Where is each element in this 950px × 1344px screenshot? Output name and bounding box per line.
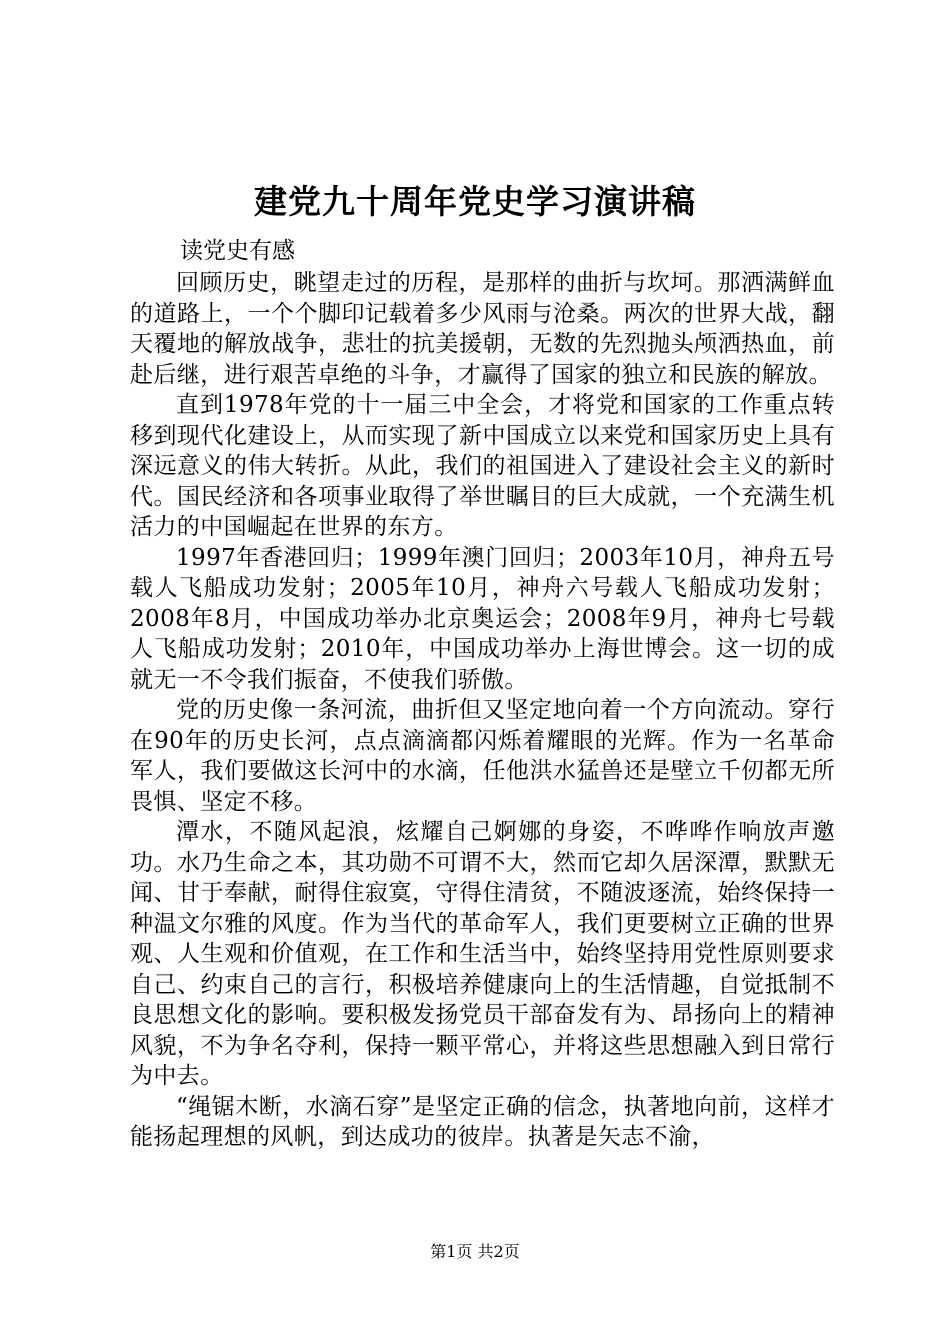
paragraph-6: “绳锯木断，水滴石穿”是坚定正确的信念，执著地向前，这样才能扬起理想的风帆，到达成功的彼岸。执著是矢志不渝， — [130, 1093, 835, 1150]
document-body — [130, 268, 835, 1153]
paragraph-2: 直到1978年党的十一届三中全会，才将党和国家的工作重点转移到现代化建设上，从而实现了新中国成立以来党和国家历史上具有深远意义的伟大转折。从此，我们的祖国进入了建设社会主义的新时代。国民经济和各项事业取得了举世瞩目的巨大成就，一个充满生机活力的中国崛起在世界的东方。 — [130, 392, 835, 540]
document-title: 建党九十周年党史学习演讲稿 — [254, 182, 696, 221]
paragraph-4: 党的历史像一条河流，曲折但又坚定地向着一个方向流动。穿行在90年的历史长河，点点滴滴都闪烁着耀眼的光辉。作为一名革命军人，我们要做这长河中的水滴，任他洪水猛兽还是壁立千仞都无所畏惧、坚定不移。 — [130, 697, 835, 815]
paragraph-3: 1997年香港回归；1999年澳门回归；2003年10月，神舟五号载人飞船成功发射；2005年10月，神舟六号载人飞船成功发射；2008年8月，中国成功举办北京奥运会；2008年9月，神舟七号载人飞船成功发射；2010年，中国成功举办上海世博会。这一切的成就无一不令我们振奋，不使我们骄傲。 — [130, 544, 835, 693]
page-number-footer: 第1页 共2页 — [430, 1242, 520, 1261]
document-subtitle: 读党史有感 — [180, 238, 295, 264]
paragraph-1: 回顾历史，眺望走过的历程，是那样的曲折与坎坷。那洒满鲜血的道路上，一个个脚印记载着多少风雨与沧桑。两次的世界大战，翻天覆地的解放战争，悲壮的抗美援朝，无数的先烈抛头颅洒热血，前赴后继，进行艰苦卓绝的斗争，才赢得了国家的独立和民族的解放。 — [130, 270, 835, 388]
paragraph-5: 潭水，不随风起浪，炫耀自己婀娜的身姿，不哗哗作响放声邀功。水乃生命之本，其功勋不可谓不大，然而它却久居深潭，默默无闻、甘于奉献，耐得住寂寞，守得住清贫，不随波逐流，始终保持一种温文尔雅的风度。作为当代的革命军人，我们更要树立正确的世界观、人生观和价值观，在工作和生活当中，始终坚持用党性原则要求自己、约束自己的言行，积极培养健康向上的生活情趣，自觉抵制不良思想文化的影响。要积极发扬党员干部奋发有为、昂扬向上的精神风貌，不为争名夺利，保持一颗平常心，并将这些思想融入到日常行为中去。 — [130, 819, 835, 1089]
